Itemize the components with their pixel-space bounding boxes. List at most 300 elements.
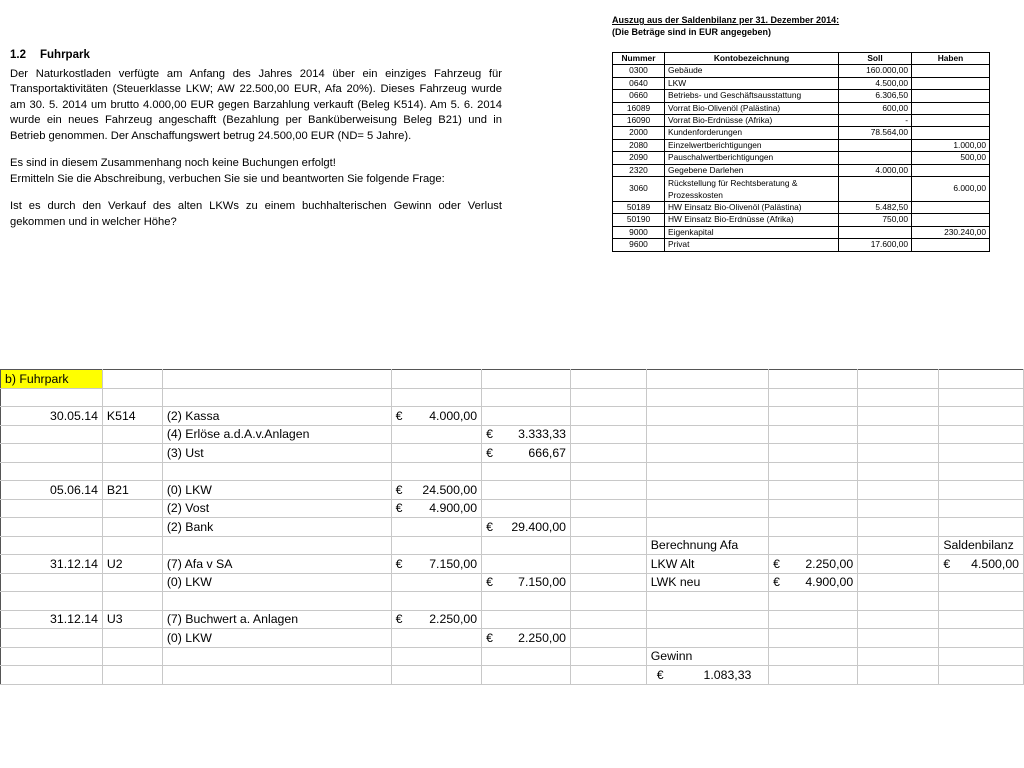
sheet-cell[interactable] bbox=[1, 629, 103, 648]
account-number: 3060 bbox=[613, 177, 665, 202]
task-paragraph-1: Der Naturkostladen verfügte am Anfang des Jahres 2014 über ein einziges Fahrzeug für Transportaktivitäten (Steuerklasse LKW; AW 22.500,00 EUR, Afa 20%). Dieses Fahrzeug wurde am 30. 5. 2014 um brutto 4.000,00 EUR gegen Barzahlung verkauft (Beleg K514). Am 5. 6. 2014 wurde ein neues Fahrzeug angeschafft (Bezahlung per Banküberweisung Beleg B21) und in Betrieb genommen. Der Anschaffungswert betrug 24.500,00 EUR (ND= 5 Jahre). bbox=[10, 67, 502, 142]
amount-value: 666,67 bbox=[528, 445, 567, 460]
trial-balance-row bbox=[613, 177, 990, 202]
trial-balance-row bbox=[613, 90, 990, 102]
sheet-cell[interactable] bbox=[571, 610, 647, 629]
account-name: Kundenforderungen bbox=[665, 127, 839, 139]
sheet-cell[interactable] bbox=[939, 647, 1024, 666]
sheet-cell[interactable] bbox=[646, 518, 768, 537]
credit-value bbox=[912, 90, 990, 102]
sheet-cell[interactable] bbox=[482, 573, 571, 592]
sheet-cell[interactable] bbox=[162, 647, 391, 666]
sheet-cell[interactable] bbox=[646, 666, 768, 685]
sheet-cell[interactable] bbox=[858, 518, 939, 537]
sheet-cell[interactable] bbox=[391, 444, 482, 463]
debit-value: 4.000,00 bbox=[839, 164, 912, 176]
currency-symbol: € bbox=[395, 501, 403, 516]
trial-balance-header-row bbox=[613, 53, 990, 65]
sheet-cell[interactable]: (2) Kassa bbox=[162, 407, 391, 426]
sheet-cell[interactable] bbox=[769, 481, 858, 500]
sheet-row bbox=[1, 573, 1024, 592]
sheet-cell[interactable] bbox=[858, 666, 939, 685]
sheet-cell[interactable] bbox=[391, 647, 482, 666]
sheet-cell[interactable] bbox=[858, 444, 939, 463]
sheet-cell[interactable]: Saldenbilanz bbox=[939, 536, 1024, 555]
amount-value: 29.400,00 bbox=[511, 519, 567, 534]
trial-balance-header-cell: Soll bbox=[839, 53, 912, 65]
sheet-cell[interactable] bbox=[939, 666, 1024, 685]
sheet-row bbox=[1, 425, 1024, 444]
credit-value: 500,00 bbox=[912, 152, 990, 164]
sheet-cell[interactable] bbox=[571, 444, 647, 463]
sheet-cell[interactable] bbox=[391, 518, 482, 537]
currency-symbol: € bbox=[395, 612, 403, 627]
sheet-cell[interactable] bbox=[769, 536, 858, 555]
sheet-cell[interactable] bbox=[391, 425, 482, 444]
sheet-cell[interactable] bbox=[391, 610, 482, 629]
trial-balance-row bbox=[613, 239, 990, 251]
sheet-cell[interactable] bbox=[162, 462, 391, 481]
sheet-cell[interactable] bbox=[939, 610, 1024, 629]
currency-symbol: € bbox=[773, 556, 781, 571]
debit-value: 600,00 bbox=[839, 102, 912, 114]
account-name: HW Einsatz Bio-Erdnüsse (Afrika) bbox=[665, 214, 839, 226]
sheet-cell[interactable] bbox=[769, 555, 858, 574]
sheet-cell[interactable]: Gewinn bbox=[646, 647, 768, 666]
task-number: 1.2 bbox=[10, 49, 26, 61]
sheet-cell[interactable] bbox=[482, 388, 571, 407]
sheet-cell[interactable] bbox=[769, 592, 858, 611]
trial-balance-row bbox=[613, 139, 990, 151]
sheet-cell[interactable] bbox=[858, 462, 939, 481]
debit-value bbox=[839, 226, 912, 238]
amount-value: 4.900,00 bbox=[429, 501, 478, 516]
trial-balance-row bbox=[613, 77, 990, 89]
sheet-cell[interactable] bbox=[769, 518, 858, 537]
sheet-cell[interactable] bbox=[1, 536, 103, 555]
account-number: 9000 bbox=[613, 226, 665, 238]
account-name: Gebäude bbox=[665, 65, 839, 77]
account-number: 50190 bbox=[613, 214, 665, 226]
credit-value bbox=[912, 214, 990, 226]
task-text bbox=[10, 48, 502, 230]
sheet-cell[interactable] bbox=[102, 388, 162, 407]
sheet-cell[interactable] bbox=[482, 407, 571, 426]
sheet-cell[interactable] bbox=[482, 499, 571, 518]
sheet-cell[interactable] bbox=[858, 425, 939, 444]
credit-value bbox=[912, 102, 990, 114]
trial-balance-row bbox=[613, 115, 990, 127]
sheet-cell[interactable] bbox=[858, 573, 939, 592]
sheet-cell[interactable] bbox=[858, 407, 939, 426]
sheet-cell[interactable] bbox=[102, 647, 162, 666]
sheet-cell[interactable] bbox=[102, 444, 162, 463]
sheet-cell[interactable]: (0) LKW bbox=[162, 481, 391, 500]
account-number: 50189 bbox=[613, 202, 665, 214]
credit-value: 1.000,00 bbox=[912, 139, 990, 151]
task-paragraph-2b: Ermitteln Sie die Abschreibung, verbuchen Sie sie und beantworten Sie folgende Frage: bbox=[10, 172, 445, 185]
sheet-cell[interactable]: b) Fuhrpark bbox=[1, 370, 103, 389]
sheet-cell[interactable] bbox=[162, 666, 391, 685]
trial-balance-row bbox=[613, 127, 990, 139]
account-number: 2320 bbox=[613, 164, 665, 176]
sheet-row bbox=[1, 647, 1024, 666]
task-heading bbox=[10, 48, 502, 64]
sheet-cell[interactable] bbox=[571, 407, 647, 426]
currency-symbol: € bbox=[486, 427, 493, 442]
trial-balance-row bbox=[613, 226, 990, 238]
account-name: Rückstellung für Rechtsberatung & Prozesskosten bbox=[665, 177, 839, 202]
trial-balance-title bbox=[612, 15, 839, 38]
sheet-cell[interactable] bbox=[391, 462, 482, 481]
sheet-cell[interactable] bbox=[858, 555, 939, 574]
amount-value: 7.150,00 bbox=[518, 575, 567, 590]
sheet-cell[interactable] bbox=[482, 629, 571, 648]
trial-balance-header-cell: Nummer bbox=[613, 53, 665, 65]
sheet-row bbox=[1, 444, 1024, 463]
sheet-cell[interactable] bbox=[391, 499, 482, 518]
sheet-cell[interactable]: U3 bbox=[102, 610, 162, 629]
sheet-row bbox=[1, 462, 1024, 481]
sheet-cell[interactable] bbox=[482, 444, 571, 463]
sheet-cell[interactable] bbox=[769, 573, 858, 592]
credit-value bbox=[912, 202, 990, 214]
sheet-cell[interactable]: (3) Ust bbox=[162, 444, 391, 463]
sheet-cell[interactable] bbox=[1, 444, 103, 463]
amount-value: 2.250,00 bbox=[805, 556, 854, 571]
debit-value: 17.600,00 bbox=[839, 239, 912, 251]
sheet-row bbox=[1, 518, 1024, 537]
currency-symbol: € bbox=[656, 667, 664, 682]
sheet-cell[interactable] bbox=[646, 407, 768, 426]
sheet-cell[interactable] bbox=[1, 666, 103, 685]
sheet-cell[interactable] bbox=[939, 370, 1024, 389]
sheet-cell[interactable] bbox=[162, 592, 391, 611]
sheet-cell[interactable]: (4) Erlöse a.d.A.v.Anlagen bbox=[162, 425, 391, 444]
debit-value bbox=[839, 152, 912, 164]
sheet-cell[interactable] bbox=[571, 592, 647, 611]
amount-value: 4.500,00 bbox=[971, 556, 1019, 571]
account-name: Einzelwertberichtigungen bbox=[665, 139, 839, 151]
task-paragraph-2a: Es sind in diesem Zusammenhang noch keine Buchungen erfolgt! bbox=[10, 157, 336, 169]
debit-value bbox=[839, 139, 912, 151]
sheet-cell[interactable]: Berechnung Afa bbox=[646, 536, 768, 555]
sheet-cell[interactable] bbox=[482, 370, 571, 389]
sheet-cell[interactable] bbox=[391, 592, 482, 611]
sheet-cell[interactable] bbox=[482, 536, 571, 555]
trial-balance-subtitle: (Die Beträge sind in EUR angegeben) bbox=[612, 26, 772, 37]
sheet-cell[interactable] bbox=[1, 425, 103, 444]
sheet-cell[interactable] bbox=[769, 610, 858, 629]
sheet-cell[interactable] bbox=[769, 444, 858, 463]
account-number: 9600 bbox=[613, 239, 665, 251]
trial-balance-row bbox=[613, 214, 990, 226]
sheet-cell[interactable]: 31.12.14 bbox=[1, 555, 103, 574]
sheet-cell[interactable] bbox=[571, 666, 647, 685]
account-name: Vorrat Bio-Erdnüsse (Afrika) bbox=[665, 115, 839, 127]
sheet-cell[interactable] bbox=[482, 518, 571, 537]
sheet-row bbox=[1, 499, 1024, 518]
sheet-cell[interactable] bbox=[858, 536, 939, 555]
sheet-cell[interactable] bbox=[102, 462, 162, 481]
account-number: 16089 bbox=[613, 102, 665, 114]
account-name: Pauschalwertberichtigungen bbox=[665, 152, 839, 164]
sheet-cell[interactable] bbox=[482, 425, 571, 444]
sheet-cell[interactable] bbox=[102, 666, 162, 685]
sheet-cell[interactable] bbox=[939, 499, 1024, 518]
sheet-cell[interactable] bbox=[571, 462, 647, 481]
credit-value bbox=[912, 77, 990, 89]
account-name: Betriebs- und Geschäftsausstattung bbox=[665, 90, 839, 102]
sheet-cell[interactable] bbox=[646, 610, 768, 629]
sheet-cell[interactable] bbox=[162, 388, 391, 407]
debit-value: - bbox=[839, 115, 912, 127]
sheet-cell[interactable]: 30.05.14 bbox=[1, 407, 103, 426]
trial-balance-header-cell: Haben bbox=[912, 53, 990, 65]
sheet-cell[interactable] bbox=[858, 647, 939, 666]
sheet-cell[interactable] bbox=[102, 536, 162, 555]
amount-value: 2.250,00 bbox=[518, 630, 567, 645]
sheet-cell[interactable] bbox=[939, 518, 1024, 537]
trial-balance-row bbox=[613, 152, 990, 164]
amount-value: 24.500,00 bbox=[422, 482, 478, 497]
sheet-cell[interactable] bbox=[391, 555, 482, 574]
sheet-cell[interactable] bbox=[769, 499, 858, 518]
amount-value: 7.150,00 bbox=[429, 556, 478, 571]
currency-symbol: € bbox=[486, 445, 493, 460]
currency-symbol: € bbox=[395, 408, 403, 423]
credit-value bbox=[912, 65, 990, 77]
account-number: 2000 bbox=[613, 127, 665, 139]
currency-symbol: € bbox=[773, 575, 781, 590]
sheet-cell[interactable] bbox=[391, 666, 482, 685]
account-name: LKW bbox=[665, 77, 839, 89]
debit-value: 4.500,00 bbox=[839, 77, 912, 89]
sheet-cell[interactable] bbox=[769, 425, 858, 444]
sheet-cell[interactable] bbox=[391, 481, 482, 500]
trial-balance-row bbox=[613, 65, 990, 77]
sheet-cell[interactable] bbox=[391, 370, 482, 389]
debit-value: 6.306,50 bbox=[839, 90, 912, 102]
sheet-cell[interactable] bbox=[102, 629, 162, 648]
sheet-cell[interactable] bbox=[1, 592, 103, 611]
sheet-cell[interactable] bbox=[391, 573, 482, 592]
account-name: HW Einsatz Bio-Olivenöl (Palästina) bbox=[665, 202, 839, 214]
sheet-cell[interactable] bbox=[162, 370, 391, 389]
sheet-cell[interactable] bbox=[939, 592, 1024, 611]
sheet-cell[interactable] bbox=[939, 388, 1024, 407]
credit-value bbox=[912, 127, 990, 139]
sheet-cell[interactable] bbox=[646, 481, 768, 500]
credit-value bbox=[912, 115, 990, 127]
trial-balance-heading: Auszug aus der Saldenbilanz per 31. Dezember 2014: bbox=[612, 15, 840, 25]
sheet-cell[interactable] bbox=[858, 610, 939, 629]
sheet-cell[interactable]: LWK neu bbox=[646, 573, 768, 592]
sheet-cell[interactable] bbox=[102, 499, 162, 518]
sheet-cell[interactable]: (2) Vost bbox=[162, 499, 391, 518]
amount-value: 4.900,00 bbox=[805, 575, 854, 590]
debit-value: 5.482,50 bbox=[839, 202, 912, 214]
sheet-cell[interactable] bbox=[391, 629, 482, 648]
sheet-cell[interactable]: (7) Afa v SA bbox=[162, 555, 391, 574]
account-name: Vorrat Bio-Olivenöl (Palästina) bbox=[665, 102, 839, 114]
sheet-cell[interactable] bbox=[646, 592, 768, 611]
sheet-cell[interactable] bbox=[858, 629, 939, 648]
trial-balance-row bbox=[613, 102, 990, 114]
sheet-cell[interactable] bbox=[646, 370, 768, 389]
sheet-cell[interactable]: (2) Bank bbox=[162, 518, 391, 537]
sheet-cell[interactable] bbox=[102, 592, 162, 611]
sheet-cell[interactable] bbox=[646, 425, 768, 444]
account-name: Gegebene Darlehen bbox=[665, 164, 839, 176]
sheet-row bbox=[1, 629, 1024, 648]
sheet-row bbox=[1, 481, 1024, 500]
task-title: Fuhrpark bbox=[40, 49, 90, 61]
sheet-cell[interactable]: B21 bbox=[102, 481, 162, 500]
sheet-cell[interactable] bbox=[858, 592, 939, 611]
sheet-cell[interactable] bbox=[571, 499, 647, 518]
amount-value: 1.083,33 bbox=[703, 667, 752, 682]
sheet-cell[interactable] bbox=[939, 481, 1024, 500]
sheet-cell[interactable] bbox=[1, 573, 103, 592]
sheet-row bbox=[1, 407, 1024, 426]
sheet-cell[interactable] bbox=[769, 666, 858, 685]
sheet-cell[interactable] bbox=[571, 425, 647, 444]
trial-balance-row bbox=[613, 164, 990, 176]
amount-value: 4.000,00 bbox=[429, 408, 478, 423]
sheet-cell[interactable] bbox=[482, 481, 571, 500]
sheet-cell[interactable] bbox=[391, 536, 482, 555]
sheet-cell[interactable] bbox=[571, 536, 647, 555]
sheet-cell[interactable] bbox=[939, 425, 1024, 444]
currency-symbol: € bbox=[395, 556, 403, 571]
sheet-cell[interactable]: LKW Alt bbox=[646, 555, 768, 574]
currency-symbol: € bbox=[486, 575, 493, 590]
sheet-cell[interactable] bbox=[482, 610, 571, 629]
sheet-cell[interactable] bbox=[646, 444, 768, 463]
trial-balance-row bbox=[613, 202, 990, 214]
ledger-sheet bbox=[0, 369, 1024, 685]
sheet-cell[interactable] bbox=[939, 555, 1024, 574]
account-number: 0640 bbox=[613, 77, 665, 89]
sheet-cell[interactable]: 05.06.14 bbox=[1, 481, 103, 500]
sheet-row bbox=[1, 536, 1024, 555]
account-number: 0300 bbox=[613, 65, 665, 77]
sheet-cell[interactable] bbox=[646, 499, 768, 518]
currency-symbol: € bbox=[486, 630, 493, 645]
sheet-cell[interactable] bbox=[858, 388, 939, 407]
sheet-cell[interactable]: U2 bbox=[102, 555, 162, 574]
sheet-cell[interactable] bbox=[391, 407, 482, 426]
sheet-cell[interactable] bbox=[858, 481, 939, 500]
sheet-cell[interactable] bbox=[482, 666, 571, 685]
sheet-cell[interactable] bbox=[482, 555, 571, 574]
credit-value bbox=[912, 239, 990, 251]
credit-value: 230.240,00 bbox=[912, 226, 990, 238]
sheet-cell[interactable] bbox=[1, 462, 103, 481]
sheet-cell[interactable] bbox=[858, 499, 939, 518]
sheet-cell[interactable]: 31.12.14 bbox=[1, 610, 103, 629]
sheet-cell[interactable] bbox=[939, 573, 1024, 592]
debit-value: 750,00 bbox=[839, 214, 912, 226]
sheet-cell[interactable] bbox=[646, 629, 768, 648]
sheet-cell[interactable] bbox=[769, 462, 858, 481]
sheet-cell[interactable] bbox=[646, 388, 768, 407]
sheet-cell[interactable] bbox=[102, 370, 162, 389]
account-number: 2090 bbox=[613, 152, 665, 164]
sheet-cell[interactable] bbox=[939, 407, 1024, 426]
sheet-row bbox=[1, 666, 1024, 685]
sheet-cell[interactable] bbox=[769, 407, 858, 426]
sheet-cell[interactable] bbox=[571, 518, 647, 537]
sheet-cell[interactable] bbox=[482, 647, 571, 666]
trial-balance-header-cell: Kontobezeichnung bbox=[665, 53, 839, 65]
sheet-cell[interactable] bbox=[571, 388, 647, 407]
credit-value bbox=[912, 164, 990, 176]
sheet-cell[interactable] bbox=[482, 592, 571, 611]
task-paragraph-3: Ist es durch den Verkauf des alten LKWs zu einem buchhalterischen Gewinn oder Verlust gekommen und in welcher Höhe? bbox=[10, 200, 502, 228]
sheet-cell[interactable] bbox=[102, 573, 162, 592]
sheet-cell[interactable] bbox=[391, 388, 482, 407]
currency-symbol: € bbox=[943, 556, 951, 571]
sheet-row bbox=[1, 388, 1024, 407]
sheet-cell[interactable] bbox=[102, 425, 162, 444]
debit-value: 78.564,00 bbox=[839, 127, 912, 139]
amount-value: 2.250,00 bbox=[429, 612, 478, 627]
debit-value: 160.000,00 bbox=[839, 65, 912, 77]
sheet-cell[interactable] bbox=[769, 629, 858, 648]
sheet-cell[interactable]: K514 bbox=[102, 407, 162, 426]
sheet-cell[interactable] bbox=[1, 518, 103, 537]
account-name: Eigenkapital bbox=[665, 226, 839, 238]
sheet-cell[interactable] bbox=[482, 462, 571, 481]
sheet-cell[interactable] bbox=[571, 629, 647, 648]
sheet-row bbox=[1, 592, 1024, 611]
trial-balance-table bbox=[612, 52, 990, 252]
sheet-cell[interactable] bbox=[571, 370, 647, 389]
sheet-cell[interactable] bbox=[102, 518, 162, 537]
sheet-cell[interactable] bbox=[769, 370, 858, 389]
account-number: 16090 bbox=[613, 115, 665, 127]
sheet-row bbox=[1, 555, 1024, 574]
sheet-cell[interactable]: (7) Buchwert a. Anlagen bbox=[162, 610, 391, 629]
debit-value bbox=[839, 177, 912, 202]
sheet-cell[interactable] bbox=[1, 499, 103, 518]
sheet-cell[interactable] bbox=[858, 370, 939, 389]
amount-value: 3.333,33 bbox=[518, 427, 567, 442]
sheet-cell[interactable] bbox=[939, 444, 1024, 463]
account-number: 0660 bbox=[613, 90, 665, 102]
sheet-cell[interactable] bbox=[571, 481, 647, 500]
sheet-cell[interactable] bbox=[939, 629, 1024, 648]
sheet-cell[interactable]: (0) LKW bbox=[162, 629, 391, 648]
sheet-cell[interactable] bbox=[939, 462, 1024, 481]
sheet-cell[interactable] bbox=[162, 536, 391, 555]
account-name: Privat bbox=[665, 239, 839, 251]
sheet-cell[interactable] bbox=[571, 573, 647, 592]
sheet-row bbox=[1, 370, 1024, 389]
sheet-cell[interactable] bbox=[571, 647, 647, 666]
sheet-cell[interactable] bbox=[769, 647, 858, 666]
sheet-cell[interactable] bbox=[571, 555, 647, 574]
sheet-cell[interactable]: (0) LKW bbox=[162, 573, 391, 592]
sheet-cell[interactable] bbox=[1, 647, 103, 666]
sheet-cell[interactable] bbox=[769, 388, 858, 407]
sheet-row bbox=[1, 610, 1024, 629]
account-number: 2080 bbox=[613, 139, 665, 151]
sheet-cell[interactable] bbox=[1, 388, 103, 407]
sheet-cell[interactable] bbox=[646, 462, 768, 481]
